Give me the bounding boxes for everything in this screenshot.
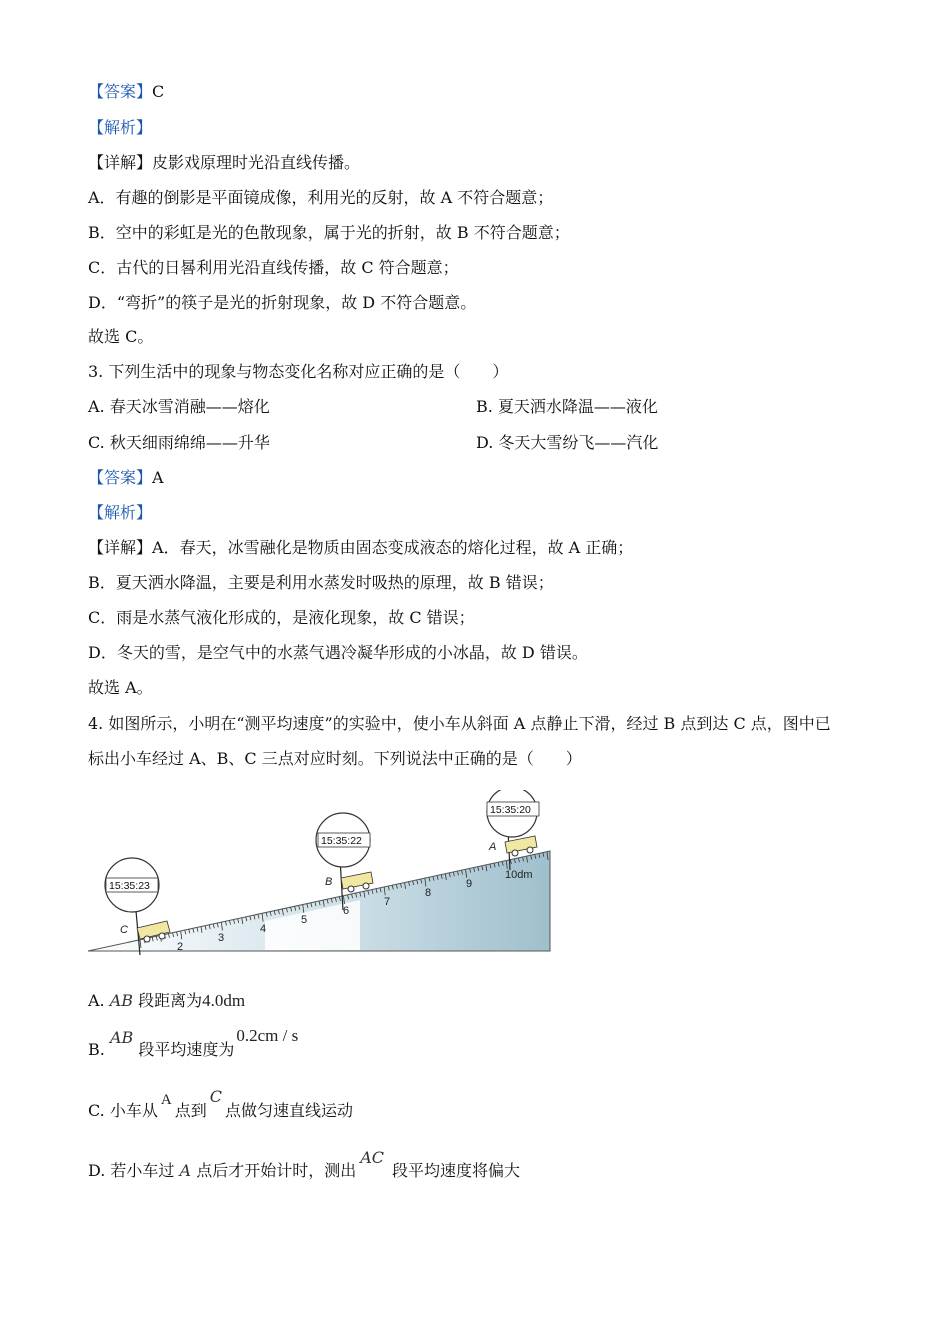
tick-label: 4: [260, 923, 267, 935]
tick-label: 5: [301, 914, 308, 926]
detail-tag: 【详解】: [88, 153, 153, 172]
math-ab: AB: [109, 1028, 134, 1047]
option-mid: 点后才开始计时，测出: [196, 1161, 357, 1180]
clock-b-time: 15:35:22: [321, 835, 362, 847]
math-c: C: [209, 1087, 222, 1106]
tick-label: 7: [384, 896, 391, 908]
option-mid: 点到: [174, 1101, 207, 1120]
unit-label: 10dm: [505, 869, 533, 881]
clock-c: [105, 858, 159, 912]
answer-tag: 【答案】: [88, 82, 153, 101]
q3-stem: 3. 下列生活中的现象与物态变化名称对应正确的是（ ）: [88, 362, 509, 381]
point-label-b: B: [325, 876, 333, 888]
analysis-tag: 【解析】: [88, 118, 153, 137]
clock-c-time: 15:35:23: [109, 880, 150, 892]
answer-value: A: [152, 468, 164, 487]
incline-figure: [85, 790, 555, 960]
math-a: A: [160, 1092, 172, 1108]
q2-line-b: B．空中的彩虹是光的色散现象，属于光的折射，故 B 不符合题意；: [88, 223, 570, 242]
q2-conclusion: 故选 C。: [88, 327, 154, 346]
detail-tag: 【详解】: [88, 538, 153, 557]
q3-detail-line: [88, 538, 633, 558]
detail-text: 皮影戏原理时光沿直线传播。: [152, 153, 361, 172]
q2-detail-line: [88, 153, 360, 173]
tick-label: 3: [218, 932, 225, 944]
italic-a: A: [179, 1161, 192, 1180]
clock-a-time: 15:35:20: [490, 804, 531, 816]
tick-label: 9: [466, 878, 473, 890]
tick-label: 8: [425, 887, 432, 899]
q3-line-b: B．夏天洒水降温，主要是利用水蒸发时吸热的原理，故 B 错误；: [88, 573, 554, 592]
q3-option-c: C. 秋天细雨绵绵——升华: [88, 433, 270, 452]
q4-option-a: [88, 991, 245, 1011]
clock-a: [487, 790, 539, 837]
tick-label: 6: [343, 905, 350, 917]
option-prefix: A.: [88, 991, 105, 1010]
q4-option-b: [88, 1026, 299, 1060]
clock-b: [316, 813, 370, 867]
q3-answer-line: [88, 468, 164, 488]
option-text: 段距离为: [138, 991, 203, 1010]
tick-label: 2: [177, 941, 184, 953]
detail-text: A．春天，冰雪融化是物质由固态变成液态的熔化过程，故 A 正确；: [152, 538, 634, 557]
math-value: 0.2cm / s: [236, 1026, 299, 1045]
q3-line-c: C．雨是水蒸气液化形成的，是液化现象，故 C 错误；: [88, 608, 475, 627]
q3-conclusion: 故选 A。: [88, 678, 153, 697]
q3-line-d: D．冬天的雪，是空气中的水蒸气遇冷凝华形成的小冰晶，故 D 错误。: [88, 643, 588, 662]
q4-stem-line2: 标出小车经过 A、B、C 三点对应时刻。下列说法中正确的是（ ）: [88, 749, 582, 768]
q2-answer-line: [88, 82, 164, 102]
q2-analysis-tag: [88, 118, 152, 138]
q2-line-c: C．古代的日晷利用光沿直线传播，故 C 符合题意；: [88, 258, 459, 277]
option-prefix: D. 若小车过: [88, 1161, 175, 1180]
math-value: 4.0dm: [202, 991, 246, 1010]
q3-option-b: B. 夏天洒水降温——液化: [476, 397, 658, 416]
q4-option-c: [88, 1087, 353, 1122]
q3-option-a: A. 春天冰雪消融——熔化: [88, 397, 270, 416]
option-text: 点做匀速直线运动: [224, 1101, 353, 1120]
math-ac: AC: [360, 1148, 384, 1167]
option-prefix: C. 小车从: [88, 1101, 158, 1120]
q3-option-d: D. 冬天大雪纷飞——汽化: [476, 433, 659, 452]
q4-option-d: [88, 1148, 521, 1181]
answer-value: C: [152, 82, 165, 101]
option-prefix: B.: [88, 1040, 105, 1059]
option-text: 段平均速度将偏大: [392, 1161, 521, 1180]
q3-analysis-tag: [88, 503, 152, 523]
option-text: 段平均速度为: [138, 1040, 235, 1059]
math-ab: AB: [109, 991, 134, 1010]
answer-tag: 【答案】: [88, 468, 153, 487]
q2-line-d: D．“弯折”的筷子是光的折射现象，故 D 不符合题意。: [88, 293, 477, 312]
q2-line-a: A．有趣的倒影是平面镜成像，利用光的反射，故 A 不符合题意；: [88, 188, 554, 207]
point-label-a: A: [489, 841, 497, 853]
analysis-tag: 【解析】: [88, 503, 153, 522]
point-label-c: C: [120, 924, 128, 936]
q4-stem-line1: 4. 如图所示，小明在“测平均速度”的实验中，使小车从斜面 A 点静止下滑，经过 B 点到达 C 点，图中已: [88, 714, 831, 733]
